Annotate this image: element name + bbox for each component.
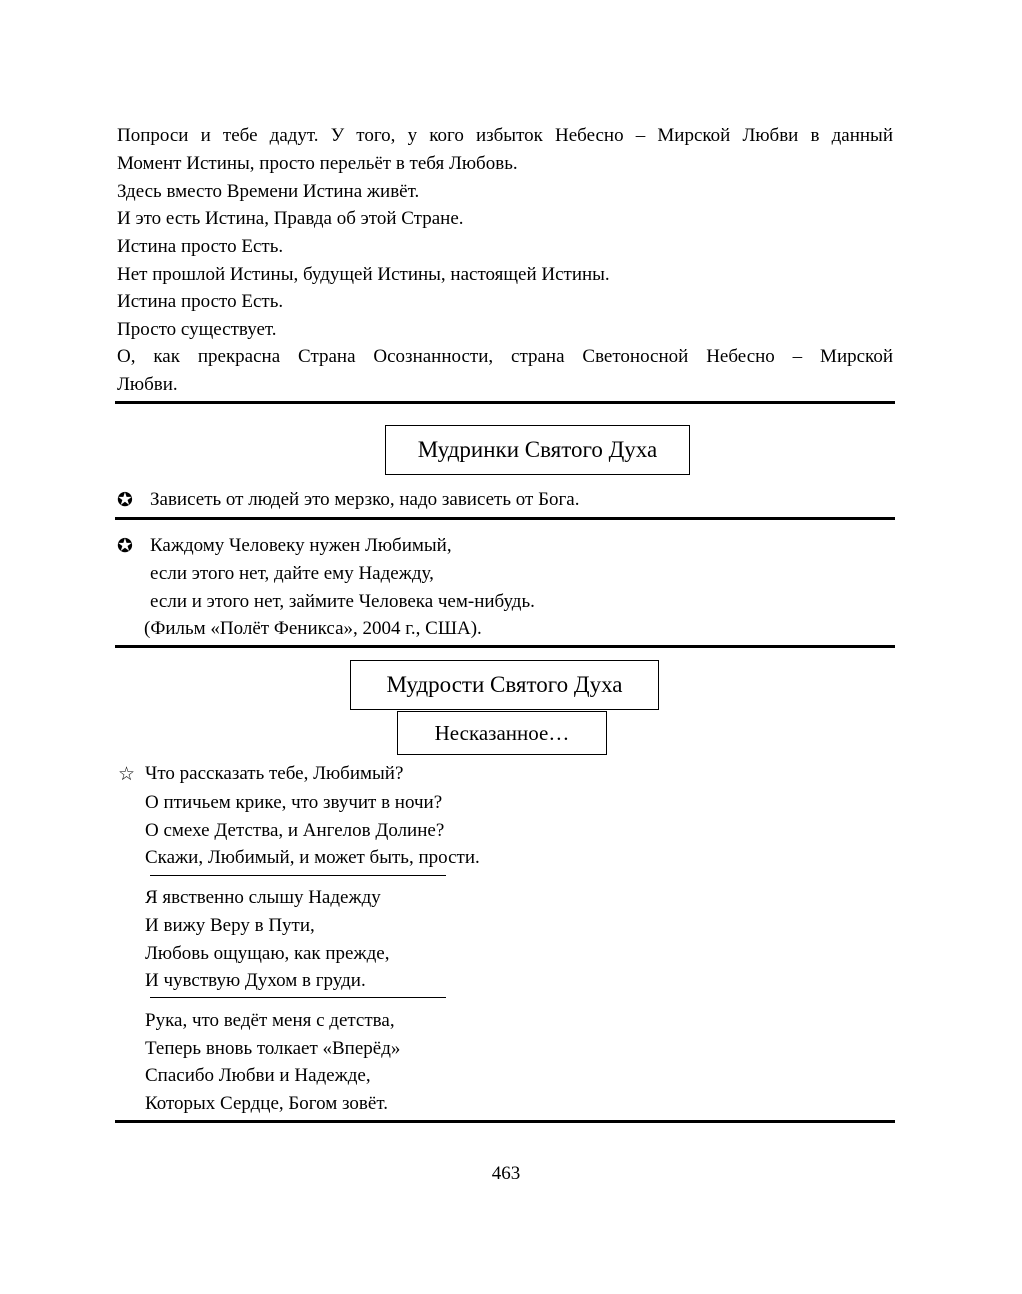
intro-paragraph-1-line-1: Попроси и тебе дадут. У того, у кого избыток Небесно – Мирской Любви в данный <box>117 125 893 146</box>
item-divider <box>115 517 895 520</box>
wisdom-item-2-line-3: если и этого нет, займите Человека чем-нибудь. <box>150 591 535 612</box>
intro-paragraph-1-line-2: Момент Истины, просто перельёт в тебя Любовь. <box>117 153 518 174</box>
poem-stanza-1-line-4: Скажи, Любимый, и может быть, прости. <box>145 847 480 868</box>
section-divider <box>115 645 895 648</box>
star-outline-icon: ☆ <box>118 763 136 785</box>
poem-stanza-3-line-2: Теперь вновь толкает «Вперёд» <box>145 1038 401 1059</box>
intro-line-4: И это есть Истина, Правда об этой Стране. <box>117 208 464 229</box>
stanza-divider <box>150 997 446 998</box>
pentagram-star-icon: ✪ <box>117 489 133 511</box>
subsection-title-box <box>397 711 607 755</box>
intro-paragraph-9-line-1: О, как прекрасна Страна Осознанности, страна Светоносной Небесно – Мирской <box>117 346 893 367</box>
section-title-box <box>350 660 659 710</box>
intro-line-6: Нет прошлой Истины, будущей Истины, настоящей Истины. <box>117 264 610 285</box>
intro-line-5: Истина просто Есть. <box>117 236 284 257</box>
wisdom-item-2-line-1: Каждому Человеку нужен Любимый, <box>150 535 452 556</box>
pentagram-star-icon: ✪ <box>117 535 133 557</box>
poem-stanza-3-line-1: Рука, что ведёт меня с детства, <box>145 1010 395 1031</box>
poem-stanza-2-line-2: И вижу Веру в Пути, <box>145 915 315 936</box>
intro-paragraph-9-line-2: Любви. <box>117 374 178 395</box>
poem-stanza-1-line-1: Что рассказать тебе, Любимый? <box>145 763 404 784</box>
section-title: Мудрости Святого Духа <box>386 672 623 697</box>
intro-line-3: Здесь вместо Времени Истина живёт. <box>117 181 420 202</box>
poem-stanza-3-line-3: Спасибо Любви и Надежде, <box>145 1065 371 1086</box>
poem-stanza-1-line-3: О смехе Детства, и Ангелов Долине? <box>145 820 445 841</box>
wisdom-item-2-line-2: если этого нет, дайте ему Надежду, <box>150 563 434 584</box>
page-number: 463 <box>491 1163 521 1184</box>
poem-stanza-3-line-4: Которых Сердце, Богом зовёт. <box>145 1093 388 1114</box>
subsection-title: Несказанное… <box>434 721 570 745</box>
section-title: Мудринки Святого Духа <box>417 437 658 462</box>
intro-line-8: Просто существует. <box>117 319 277 340</box>
book-page <box>117 0 895 1294</box>
poem-stanza-2-line-1: Я явственно слышу Надежду <box>145 887 381 908</box>
section-divider <box>115 401 895 404</box>
section-title-box <box>385 425 690 475</box>
poem-stanza-2-line-4: И чувствую Духом в груди. <box>145 970 366 991</box>
intro-line-7: Истина просто Есть. <box>117 291 284 312</box>
wisdom-item-1: Зависеть от людей это мерзко, надо зависеть от Бога. <box>150 489 580 510</box>
poem-stanza-1-line-2: О птичьем крике, что звучит в ночи? <box>145 792 443 813</box>
wisdom-item-2-source: (Фильм «Полёт Феникса», 2004 г., США). <box>144 618 482 639</box>
stanza-divider <box>150 875 446 876</box>
poem-stanza-2-line-3: Любовь ощущаю, как прежде, <box>145 943 390 964</box>
section-divider <box>115 1120 895 1123</box>
